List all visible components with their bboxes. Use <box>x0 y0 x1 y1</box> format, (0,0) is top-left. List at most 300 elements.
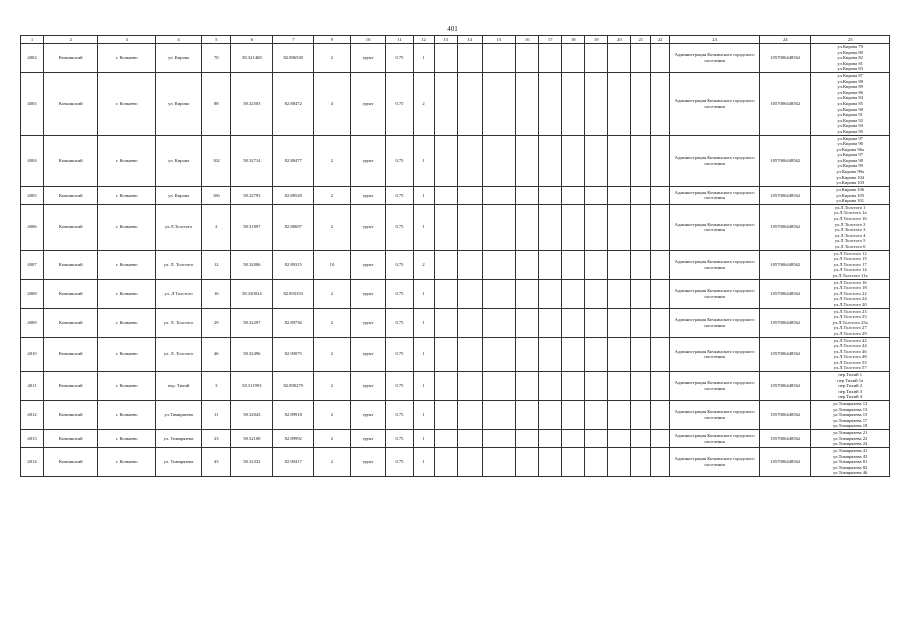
cell-empty <box>585 44 608 73</box>
cell-n: 4004 <box>21 135 44 186</box>
cell-n: 4008 <box>21 279 44 308</box>
cell-empty <box>651 186 670 204</box>
cell-lat: 58.32496 <box>231 337 273 372</box>
cell-c12: 2 <box>413 250 434 279</box>
column-header: 17 <box>539 36 562 44</box>
cell-empty <box>651 308 670 337</box>
cell-organization: Администрация Кочкинского городского поселения <box>670 372 760 401</box>
cell-n: 4010 <box>21 337 44 372</box>
table-row <box>21 44 890 73</box>
cell-vol: 0.75 <box>386 72 413 135</box>
cell-empty <box>457 72 482 135</box>
served-address: пер.Тихий 4 <box>838 394 863 400</box>
cell-empty <box>482 448 516 477</box>
served-address: ул.Л.Толстого 17 <box>833 261 867 267</box>
cell-empty <box>631 204 651 250</box>
column-header: 5 <box>202 36 231 44</box>
cell-vol: 0.75 <box>386 430 413 448</box>
cell-empty <box>651 448 670 477</box>
cell-empty <box>608 186 631 204</box>
served-address: ул.Тимирязева 21 <box>833 430 868 436</box>
cell-empty <box>651 279 670 308</box>
column-header: 2 <box>44 36 98 44</box>
cell-lat: 58.32006 <box>231 250 273 279</box>
cell-street: ул. Л. Толстого <box>156 308 202 337</box>
table-row <box>21 72 890 135</box>
cell-vol: 0.75 <box>386 135 413 186</box>
cell-vol: 0.75 <box>386 44 413 73</box>
cell-cnt: 2 <box>314 430 351 448</box>
cell-empty <box>482 204 516 250</box>
served-address: пер.Тихий 1а <box>837 377 864 383</box>
cell-empty <box>608 372 631 401</box>
cell-empty <box>631 372 651 401</box>
cell-street: ул. Л.Толстого <box>156 279 202 308</box>
cell-served-addresses <box>811 401 890 430</box>
served-address: пер.Тихий 1 <box>838 372 863 378</box>
cell-cnt: 4 <box>314 72 351 135</box>
cell-empty <box>457 430 482 448</box>
cell-empty <box>457 279 482 308</box>
served-address: ул.Л.Толстого 42 <box>833 337 867 343</box>
served-address: ул.Л.Толстого 48 <box>833 354 867 360</box>
cell-locality: г. Кочкаево <box>98 308 156 337</box>
cell-empty <box>631 44 651 73</box>
cell-empty <box>434 448 457 477</box>
cell-empty <box>631 337 651 372</box>
cell-empty <box>516 337 539 372</box>
cell-served-addresses <box>811 186 890 204</box>
cell-lon: 82.89315 <box>273 250 314 279</box>
served-address: ул.Л.Толстого 23 <box>833 308 867 314</box>
cell-served-addresses <box>811 430 890 448</box>
served-address: пер.Тихий 3 <box>838 388 863 394</box>
cell-organization: Администрация Кочкинского городского поселения <box>670 448 760 477</box>
served-address: ул.Кирова 88 <box>837 78 863 84</box>
column-header: 16 <box>516 36 539 44</box>
column-header: 4 <box>156 36 202 44</box>
served-address: ул.Тимирязева 22 <box>833 435 868 441</box>
served-address: ул.Кирова 101 <box>836 198 865 204</box>
cell-served-addresses <box>811 337 890 372</box>
table-row <box>21 135 890 186</box>
cell-lat: 58.32332 <box>231 448 273 477</box>
cell-street: ул. Кирова <box>156 186 202 204</box>
cell-c12: 1 <box>413 135 434 186</box>
cell-empty <box>585 135 608 186</box>
cell-organization: Администрация Кочкинского городского поселения <box>670 44 760 73</box>
served-address: ул.Кирова 99а <box>836 169 864 175</box>
column-header: 10 <box>350 36 386 44</box>
cell-n: 4014 <box>21 448 44 477</box>
served-address: ул.Л.Толстого 3 <box>834 227 866 233</box>
served-address: ул.Л.Толстого 5 <box>834 238 866 244</box>
cell-empty <box>651 204 670 250</box>
cell-street: ул.Тимирязева <box>156 401 202 430</box>
cell-lon: 82.90417 <box>273 448 314 477</box>
cell-empty <box>434 372 457 401</box>
served-address: ул.Л.Толстого 2 <box>834 221 866 227</box>
served-address: ул.Кирова 96а <box>836 146 864 152</box>
column-header: 19 <box>585 36 608 44</box>
cell-surface: грунт <box>350 186 386 204</box>
cell-empty <box>562 308 585 337</box>
cell-empty <box>651 401 670 430</box>
served-address: ул.Л.Толстого 24 <box>833 296 867 302</box>
column-header: 25 <box>811 36 890 44</box>
cell-empty <box>457 308 482 337</box>
served-address: ул.Тимирязева 43 <box>833 453 868 459</box>
cell-empty <box>585 337 608 372</box>
cell-empty <box>482 186 516 204</box>
served-address: ул.Л.Толстого 44 <box>833 343 867 349</box>
served-address: ул.Л.Толстого 12 <box>833 250 867 256</box>
cell-empty <box>539 279 562 308</box>
cell-locality: г. Кочкаево <box>98 337 156 372</box>
served-address: ул.Кирова 96 <box>837 141 863 147</box>
cell-cnt: 2 <box>314 279 351 308</box>
cell-house: 3 <box>202 372 231 401</box>
cell-organization: Администрация Кочкинского городского поселения <box>670 430 760 448</box>
cell-served-addresses <box>811 308 890 337</box>
column-header: 15 <box>482 36 516 44</box>
served-address: ул.Кирова 90 <box>837 106 863 112</box>
cell-empty <box>482 250 516 279</box>
cell-house: 2 <box>202 204 231 250</box>
cell-vol: 0.75 <box>386 308 413 337</box>
served-address: ул.Тимирязева 12 <box>833 401 868 407</box>
cell-house: 70 <box>202 44 231 73</box>
cell-empty <box>457 186 482 204</box>
cell-empty <box>585 448 608 477</box>
cell-empty <box>585 279 608 308</box>
cell-lon: 82.88528 <box>273 186 314 204</box>
cell-locality: г. Кочкаево <box>98 401 156 430</box>
cell-empty <box>539 135 562 186</box>
cell-empty <box>457 337 482 372</box>
served-address: ул.Кирова 87 <box>837 72 863 78</box>
cell-empty <box>434 337 457 372</box>
cell-served-addresses <box>811 44 890 73</box>
cell-n: 4003 <box>21 72 44 135</box>
cell-inn: 1057006448562 <box>760 44 811 73</box>
cell-c12: 1 <box>413 372 434 401</box>
cell-district: Кочкинский <box>44 448 98 477</box>
served-address: ул.Кирова 97 <box>837 152 863 158</box>
cell-street: ул. Л. Толстого <box>156 250 202 279</box>
cell-empty <box>457 372 482 401</box>
cell-empty <box>631 250 651 279</box>
cell-n: 4007 <box>21 250 44 279</box>
served-address: ул.Тимирязева 82 <box>833 464 868 470</box>
cell-locality: г. Кочкаево <box>98 279 156 308</box>
cell-n: 4009 <box>21 308 44 337</box>
cell-lat: 58.320024 <box>231 279 273 308</box>
cell-empty <box>539 44 562 73</box>
served-address: ул.Кирова 84 <box>837 95 863 101</box>
cell-empty <box>562 135 585 186</box>
cell-organization: Администрация Кочкинского городского поселения <box>670 308 760 337</box>
served-address: ул.Кирова 106 <box>836 186 865 192</box>
cell-vol: 0.75 <box>386 204 413 250</box>
cell-empty <box>434 186 457 204</box>
cell-inn: 1057006448562 <box>760 430 811 448</box>
cell-lon: 82.88697 <box>273 204 314 250</box>
cell-n: 4005 <box>21 186 44 204</box>
cell-cnt: 2 <box>314 186 351 204</box>
cell-locality: г. Кочкаево <box>98 250 156 279</box>
served-address: ул.Л.Толстого 14 <box>833 267 867 273</box>
cell-inn: 1057006448562 <box>760 204 811 250</box>
cell-lat: 58.32297 <box>231 308 273 337</box>
cell-empty <box>651 72 670 135</box>
cell-vol: 0.75 <box>386 448 413 477</box>
cell-empty <box>457 204 482 250</box>
cell-empty <box>631 308 651 337</box>
cell-surface: грунт <box>350 204 386 250</box>
served-address: ул.Л.Толстого 57 <box>833 365 867 371</box>
cell-lat: 58.32793 <box>231 186 273 204</box>
cell-served-addresses <box>811 250 890 279</box>
cell-empty <box>608 250 631 279</box>
served-address: ул.Л.Толстого 27 <box>833 325 867 331</box>
table-row <box>21 308 890 337</box>
cell-empty <box>434 135 457 186</box>
cell-served-addresses <box>811 204 890 250</box>
cell-inn: 1057006448562 <box>760 279 811 308</box>
served-address: ул.Кирова 98 <box>837 157 863 163</box>
cell-empty <box>539 337 562 372</box>
served-address: ул.Кирова 95 <box>837 128 863 134</box>
cell-organization: Администрация Кочкинского городского поселения <box>670 401 760 430</box>
cell-empty <box>539 448 562 477</box>
cell-street: ул.Л.Толстого <box>156 204 202 250</box>
cell-locality: г. Кочкаево <box>98 72 156 135</box>
cell-empty <box>608 337 631 372</box>
cell-empty <box>631 430 651 448</box>
cell-empty <box>516 401 539 430</box>
cell-inn: 1057006448562 <box>760 250 811 279</box>
cell-organization: Администрация Кочкинского городского поселения <box>670 204 760 250</box>
cell-cnt: 2 <box>314 372 351 401</box>
cell-locality: г. Кочкаево <box>98 430 156 448</box>
served-address: ул.Кирова 99 <box>837 163 863 169</box>
column-header: 13 <box>434 36 457 44</box>
cell-c12: 1 <box>413 279 434 308</box>
cell-empty <box>562 372 585 401</box>
cell-empty <box>516 44 539 73</box>
cell-district: Кочкинский <box>44 44 98 73</box>
served-address: ул.Кирова 89 <box>837 84 863 90</box>
cell-locality: г. Кочкаево <box>98 204 156 250</box>
cell-empty <box>482 372 516 401</box>
cell-vol: 0.75 <box>386 401 413 430</box>
served-address: ул.Кирова 92 <box>837 117 863 123</box>
column-header: 24 <box>760 36 811 44</box>
cell-vol: 0.75 <box>386 250 413 279</box>
cell-empty <box>516 308 539 337</box>
cell-empty <box>631 135 651 186</box>
cell-empty <box>651 135 670 186</box>
served-address: ул.Тимирязева 17 <box>833 417 868 423</box>
cell-empty <box>539 401 562 430</box>
cell-empty <box>585 186 608 204</box>
served-address: пер.Тихий 2 <box>838 383 863 389</box>
column-header: 7 <box>273 36 314 44</box>
served-address: ул.Тимирязева 81 <box>833 459 868 465</box>
served-address: ул.Кирова 103 <box>836 180 865 186</box>
cell-lon: 82.89918 <box>273 401 314 430</box>
cell-lon: 82.893333 <box>273 279 314 308</box>
cell-empty <box>516 448 539 477</box>
served-address: ул.Кирова 79 <box>837 44 863 49</box>
cell-empty <box>434 44 457 73</box>
cell-lat: 58.321468 <box>231 44 273 73</box>
cell-n: 4013 <box>21 430 44 448</box>
served-address: ул.Л.Толстого 25а <box>832 319 868 325</box>
cell-empty <box>651 430 670 448</box>
cell-empty <box>608 430 631 448</box>
cell-surface: грунт <box>350 308 386 337</box>
cell-c12: 1 <box>413 44 434 73</box>
cell-empty <box>482 72 516 135</box>
cell-district: Кочкинский <box>44 430 98 448</box>
served-address: ул.Тимирязева 13 <box>833 406 868 412</box>
cell-surface: грунт <box>350 337 386 372</box>
cell-surface: грунт <box>350 250 386 279</box>
served-address: ул.Л.Толстого 22 <box>833 290 867 296</box>
cell-empty <box>608 204 631 250</box>
cell-district: Кочкинский <box>44 337 98 372</box>
page-number: 401 <box>447 25 458 33</box>
cell-empty <box>651 44 670 73</box>
served-address: ул.Кирова 83 <box>837 66 863 72</box>
cell-house: 11 <box>202 401 231 430</box>
cell-empty <box>608 308 631 337</box>
cell-empty <box>434 204 457 250</box>
served-address: ул.Тимирязева 15 <box>833 412 868 418</box>
cell-district: Кочкинский <box>44 308 98 337</box>
cell-organization: Администрация Кочкинского городского поселения <box>670 72 760 135</box>
served-address: ул.Кирова 85 <box>837 100 863 106</box>
cell-cnt: 10 <box>314 250 351 279</box>
cell-empty <box>608 448 631 477</box>
cell-empty <box>562 430 585 448</box>
cell-district: Кочкинский <box>44 135 98 186</box>
table-row <box>21 430 890 448</box>
table-row <box>21 372 890 401</box>
table-row <box>21 279 890 308</box>
cell-empty <box>585 308 608 337</box>
cell-n: 4012 <box>21 401 44 430</box>
cell-empty <box>631 72 651 135</box>
cell-empty <box>539 308 562 337</box>
served-address: ул.Л.Толстого 15 <box>833 256 867 262</box>
cell-vol: 0.75 <box>386 186 413 204</box>
table-row <box>21 204 890 250</box>
cell-lon: 82.890279 <box>273 372 314 401</box>
cell-locality: г. Кочкаево <box>98 372 156 401</box>
served-address: ул.Л.Толстого 46 <box>833 348 867 354</box>
column-header: 22 <box>651 36 670 44</box>
cell-cnt: 2 <box>314 135 351 186</box>
served-address: ул.Л.Толстого 4 <box>834 232 866 238</box>
cell-district: Кочкинский <box>44 72 98 135</box>
served-address: ул.Кирова 104 <box>836 174 865 180</box>
cell-street: ул. Тимирязева <box>156 430 202 448</box>
cell-surface: грунт <box>350 44 386 73</box>
cell-n: 4006 <box>21 204 44 250</box>
cell-empty <box>585 250 608 279</box>
column-header: 18 <box>562 36 585 44</box>
cell-c12: 1 <box>413 401 434 430</box>
cell-cnt: 2 <box>314 401 351 430</box>
cell-empty <box>516 186 539 204</box>
registry-table <box>20 35 890 477</box>
cell-locality: г. Кочкаево <box>98 135 156 186</box>
cell-lat: 58.32503 <box>231 72 273 135</box>
cell-house: 88 <box>202 72 231 135</box>
served-address: ул.Л.Толстого 55 <box>833 359 867 365</box>
cell-cnt: 2 <box>314 337 351 372</box>
cell-empty <box>457 448 482 477</box>
cell-empty <box>562 44 585 73</box>
cell-empty <box>539 430 562 448</box>
cell-empty <box>562 72 585 135</box>
cell-empty <box>434 250 457 279</box>
cell-empty <box>539 204 562 250</box>
served-address: ул.Л.Толстого 16 <box>833 279 867 285</box>
cell-vol: 0.75 <box>386 372 413 401</box>
served-address: ул.Л.Толстого 6 <box>834 244 866 249</box>
served-address: ул.Л.Толстого 16 <box>833 216 867 222</box>
served-address: ул.Л.Толстого 20 <box>833 301 867 307</box>
cell-empty <box>562 186 585 204</box>
cell-lat: 58.311993 <box>231 372 273 401</box>
cell-empty <box>631 279 651 308</box>
cell-c12: 1 <box>413 337 434 372</box>
cell-c12: 1 <box>413 430 434 448</box>
served-address: ул.Л.Толстого 18 <box>833 285 867 291</box>
cell-inn: 1057006448562 <box>760 448 811 477</box>
cell-empty <box>651 250 670 279</box>
served-address: ул.Кирова 105 <box>836 192 865 198</box>
cell-empty <box>608 401 631 430</box>
cell-empty <box>539 250 562 279</box>
cell-n: 4011 <box>21 372 44 401</box>
cell-c12: 1 <box>413 204 434 250</box>
cell-street: ул. Л. Толстого <box>156 337 202 372</box>
cell-organization: Администрация Кочкинского городского поселения <box>670 135 760 186</box>
column-header: 11 <box>386 36 413 44</box>
served-address: ул.Тимирязева 24 <box>833 441 868 447</box>
cell-empty <box>539 372 562 401</box>
cell-empty <box>482 430 516 448</box>
cell-cnt: 2 <box>314 308 351 337</box>
cell-lon: 82.89992 <box>273 430 314 448</box>
cell-organization: Администрация Кочкинского городского поселения <box>670 250 760 279</box>
column-header: 9 <box>314 36 351 44</box>
cell-lon: 82.88472 <box>273 72 314 135</box>
served-address: ул.Тимирязева 46 <box>833 470 868 476</box>
cell-organization: Администрация Кочкинского городского поселения <box>670 186 760 204</box>
cell-empty <box>516 279 539 308</box>
served-address: ул.Тимирязева 18 <box>833 423 868 429</box>
cell-cnt: 2 <box>314 448 351 477</box>
cell-empty <box>608 279 631 308</box>
cell-empty <box>585 72 608 135</box>
cell-empty <box>539 72 562 135</box>
